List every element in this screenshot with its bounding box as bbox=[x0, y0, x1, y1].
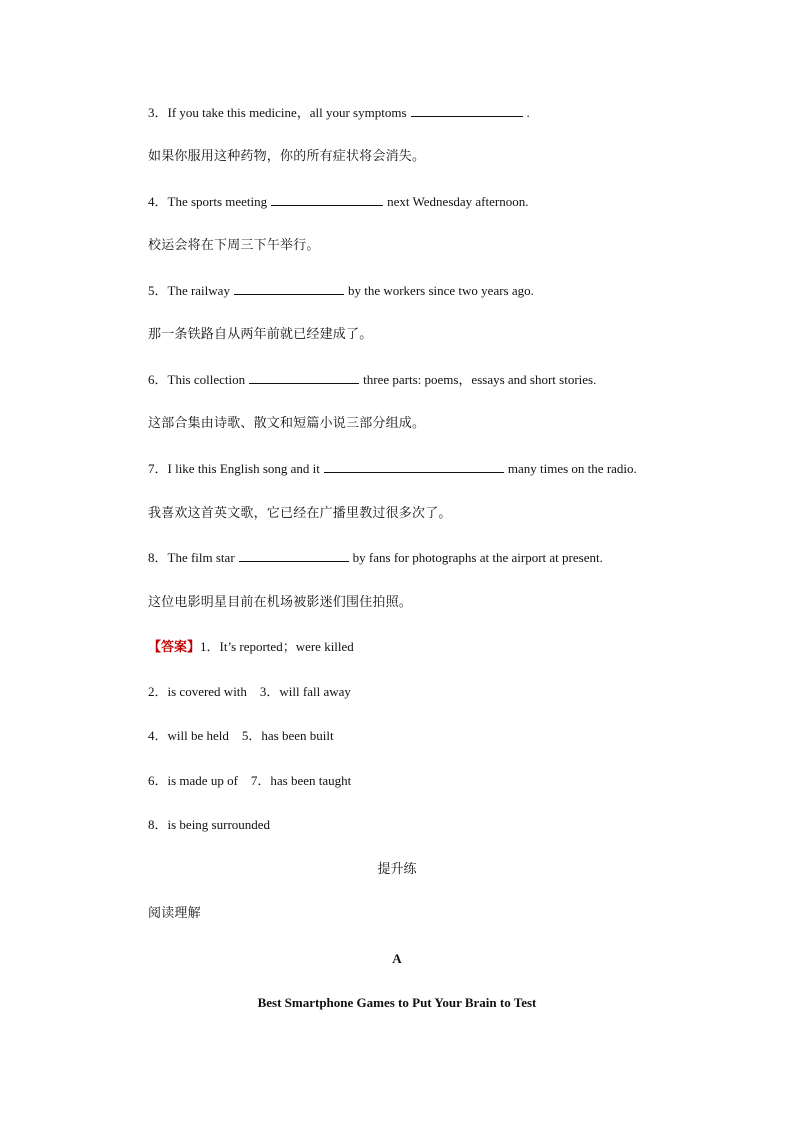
section-heading: 提升练 bbox=[377, 862, 417, 877]
question-6-blank[interactable] bbox=[249, 371, 359, 384]
question-4-prefix: 4．The sports meeting bbox=[148, 194, 268, 209]
question-5 bbox=[148, 282, 534, 300]
answer-line-4: 6．is made up of 7．has been taught bbox=[148, 773, 352, 788]
answer-line-1-text: 1．It’s reported；were killed bbox=[200, 639, 354, 654]
question-8-suffix: by fans for photographs at the airport at present. bbox=[352, 550, 603, 565]
question-7-prefix: 7．I like this English song and it bbox=[148, 461, 320, 476]
question-8 bbox=[148, 549, 603, 567]
question-6-prefix: 6．This collection bbox=[148, 372, 246, 387]
question-7-blank[interactable] bbox=[324, 460, 504, 473]
passage-title: Best Smartphone Games to Put Your Brain to Test bbox=[257, 995, 537, 1010]
question-5-blank[interactable] bbox=[234, 282, 344, 295]
question-5-translation: 那一条铁路自从两年前就已经建成了。 bbox=[148, 327, 373, 342]
question-6-suffix: three parts: poems，essays and short stories. bbox=[363, 372, 597, 387]
question-3-translation: 如果你服用这种药物，你的所有症状将会消失。 bbox=[148, 149, 426, 164]
section-subheading: 阅读理解 bbox=[148, 906, 201, 921]
question-7 bbox=[148, 460, 637, 478]
question-7-suffix: many times on the radio. bbox=[507, 461, 637, 476]
question-6-translation: 这部合集由诗歌、散文和短篇小说三部分组成。 bbox=[148, 416, 426, 431]
question-5-suffix: by the workers since two years ago. bbox=[347, 283, 534, 298]
question-3-prefix: 3．If you take this medicine，all your symptoms bbox=[148, 105, 407, 120]
answer-line-2: 2．is covered with 3．will fall away bbox=[148, 684, 351, 699]
question-8-blank[interactable] bbox=[239, 549, 349, 562]
question-3 bbox=[148, 104, 530, 122]
answer-line-3: 4．will be held 5．has been built bbox=[148, 728, 334, 743]
question-5-prefix: 5．The railway bbox=[148, 283, 230, 298]
question-3-suffix: . bbox=[526, 105, 530, 120]
question-4 bbox=[148, 193, 528, 211]
question-7-translation: 我喜欢这首英文歌，它已经在广播里教过很多次了。 bbox=[148, 506, 452, 521]
answer-tag: 【答案】 bbox=[148, 640, 201, 655]
question-4-suffix: next Wednesday afternoon. bbox=[387, 194, 529, 209]
question-6 bbox=[148, 371, 596, 389]
passage-letter: A bbox=[392, 951, 402, 966]
answer-line-1 bbox=[148, 638, 354, 657]
question-4-blank[interactable] bbox=[271, 193, 383, 206]
answer-line-5: 8．is being surrounded bbox=[148, 817, 271, 832]
question-3-blank[interactable] bbox=[411, 104, 523, 117]
question-4-translation: 校运会将在下周三下午举行。 bbox=[148, 238, 320, 253]
question-8-translation: 这位电影明星目前在机场被影迷们围住拍照。 bbox=[148, 595, 413, 610]
question-8-prefix: 8．The film star bbox=[148, 550, 235, 565]
